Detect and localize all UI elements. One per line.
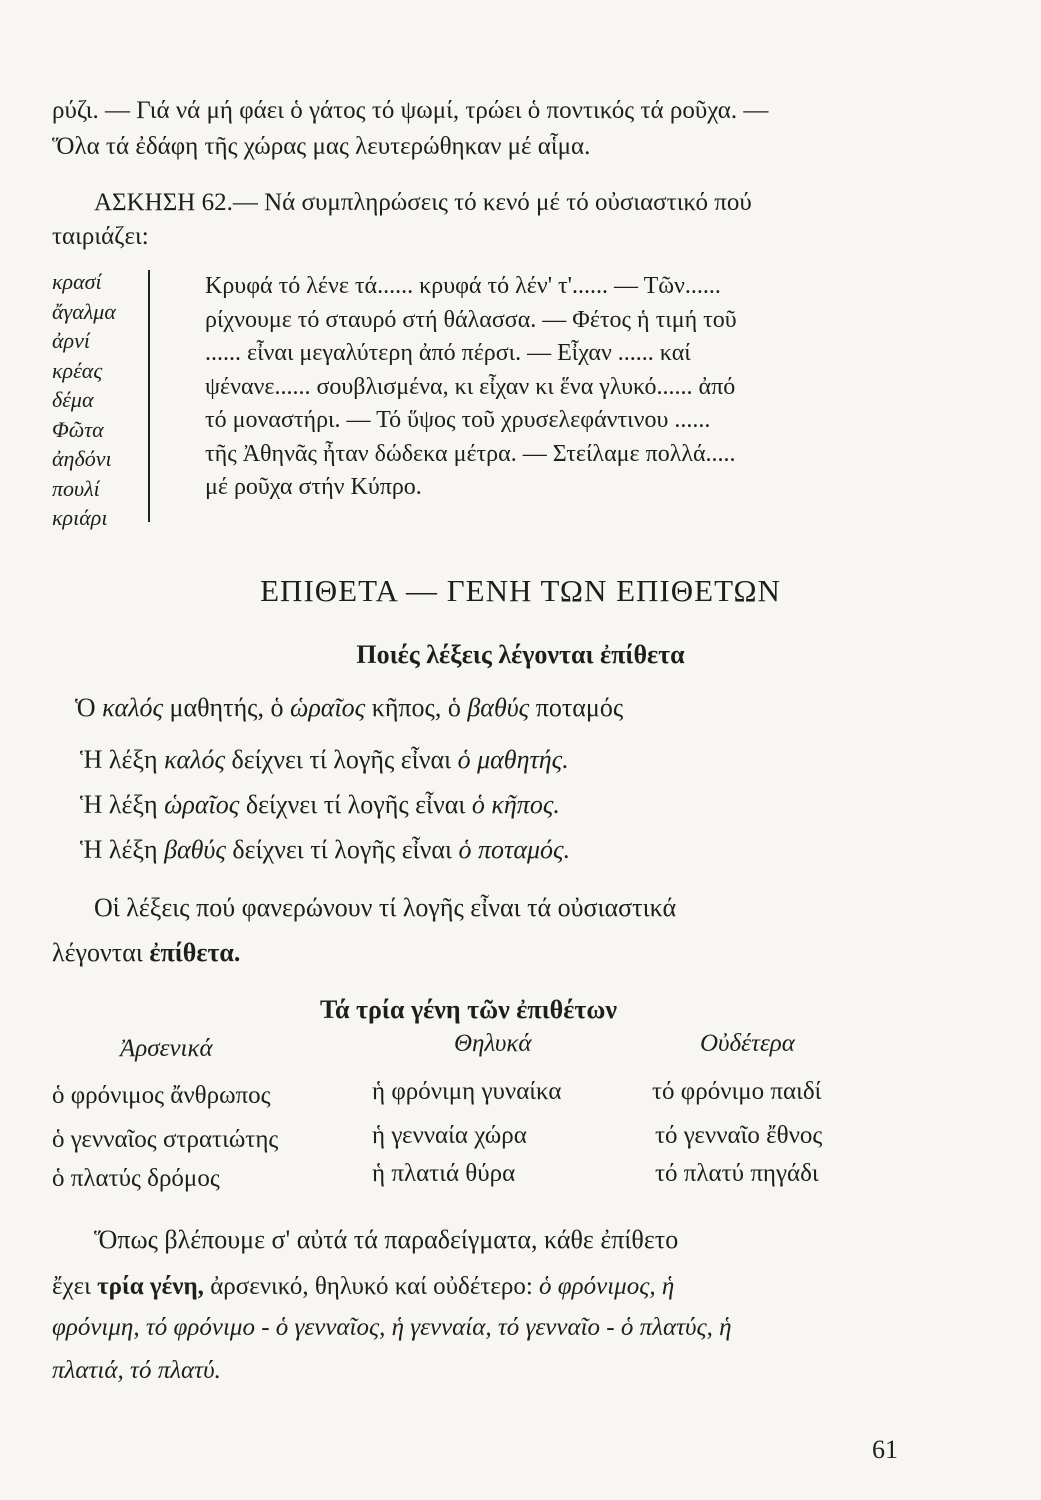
closing-text: ἀρσενικό, θηλυκό καί οὐδέτερο: [203, 1273, 540, 1300]
example-italic: ὡραῖος [164, 790, 240, 819]
exercise-line: ψένανε...... σουβλισμένα, κι εἶχαν κι ἕνα γλυκό...... ἀπό [205, 373, 736, 400]
closing-line-4: πλατιά, τό πλατύ. [52, 1357, 221, 1384]
word-item: ἀηδόνι [52, 446, 112, 471]
continuation-line-2: Ὅλα τά ἐδάφη τῆς χώρας μας λευτερώθηκαν μέ αἷμα. [52, 133, 591, 160]
closing-bold: τρία γένη, [97, 1273, 204, 1300]
header-masculine: Ἀρσενικά [120, 1035, 213, 1062]
example-italic: ὁ μαθητής. [457, 745, 569, 774]
example-text: Ἡ λέξη [80, 745, 165, 774]
exercise-word-list [52, 267, 116, 533]
closing-line-2 [52, 1272, 674, 1302]
example-italic: καλός [102, 693, 164, 722]
exercise-heading [52, 187, 884, 253]
word-item: κρασί [52, 269, 102, 294]
closing-italic: ὁ φρόνιμος, ἡ [539, 1273, 675, 1300]
gender-cell: τό γενναῖο ἔθνος [655, 1122, 823, 1149]
word-item: κριάρι [52, 505, 108, 530]
word-item: δέμα [52, 387, 94, 412]
definition-bold: ἐπίθετα. [149, 938, 241, 967]
word-item: ἀρνί [52, 328, 90, 353]
definition-line-2 [52, 938, 240, 968]
exercise-text [205, 270, 883, 505]
example-text: μαθητής, ὁ [163, 693, 290, 722]
example-italic: καλός [164, 745, 225, 774]
example-line-3 [80, 790, 560, 820]
example-text: δείχνει τί λογῆς εἶναι [225, 745, 458, 774]
header-feminine: Θηλυκά [454, 1030, 532, 1057]
header-neuter: Οὐδέτερα [700, 1030, 795, 1057]
gender-cell: ὁ πλατύς δρόμος [52, 1165, 220, 1192]
example-italic: ὡραῖος [289, 693, 366, 722]
exercise-heading-line-1: ΑΣΚΗΣΗ 62.— Νά συμπληρώσεις τό κενό μέ τό οὐσιαστικό πού [94, 189, 752, 216]
example-text: Ὁ [75, 693, 103, 722]
example-italic: ὁ κῆπος. [471, 790, 560, 819]
continuation-line-1: ρύζι. — Γιά νά μή φάει ὁ γάτος τό ψωμί, τρώει ὁ ποντικός τά ροῦχα. — [52, 97, 769, 124]
word-item: ἄγαλμα [52, 298, 116, 324]
example-text: δείχνει τί λογῆς εἶναι [225, 835, 459, 864]
section-subtitle: Ποιές λέξεις λέγονται ἐπίθετα [356, 640, 685, 669]
gender-cell: τό φρόνιμο παιδί [652, 1078, 822, 1105]
closing-text: ἔχει [52, 1273, 98, 1300]
exercise-line: τό μοναστήρι. — Τό ὕψος τοῦ χρυσελεφάντινου ...... [205, 407, 711, 433]
section-title: ΕΠΙΘΕΤΑ — ΓΕΝΗ ΤΩΝ ΕΠΙΘΕΤΩΝ [260, 573, 781, 608]
closing-line-3: φρόνιμη, τό φρόνιμο - ὁ γενναῖος, ἡ γενναία, τό γενναῖο - ὁ πλατύς, ἡ [52, 1314, 732, 1341]
gender-cell: ὁ φρόνιμος ἄνθρωπος [52, 1082, 271, 1109]
example-line-4 [80, 835, 570, 865]
example-line-2 [80, 745, 569, 775]
exercise-line: Κρυφά τό λένε τά...... κρυφά τό λέν' τ'...... — Τῶν...... [205, 273, 721, 299]
gender-cell: ὁ γενναῖος στρατιώτης [52, 1126, 279, 1153]
gender-cell: ἡ φρόνιμη γυναίκα [372, 1078, 562, 1105]
example-italic: βαθύς [467, 693, 530, 722]
gender-cell: ἡ πλατιά θύρα [372, 1160, 516, 1187]
word-item: Φῶτα [52, 416, 104, 442]
definition-text: λέγονται [52, 938, 150, 967]
genders-subtitle: Τά τρία γένη τῶν ἐπιθέτων [320, 995, 617, 1024]
vertical-divider [148, 270, 150, 522]
example-italic: ὁ ποταμός. [458, 835, 571, 864]
continuation-text [52, 95, 884, 163]
exercise-line: τῆς Ἀθηνᾶς ἦταν δώδεκα μέτρα. — Στείλαμε πολλά..... [205, 440, 736, 467]
example-text: Ἡ λέξη [80, 835, 165, 864]
gender-cell: ἡ γενναία χώρα [372, 1122, 527, 1149]
example-line-1 [75, 693, 623, 723]
example-text: δείχνει τί λογῆς εἶναι [239, 790, 472, 819]
page-number: 61 [872, 1435, 898, 1464]
exercise-line: ...... εἶναι μεγαλύτερη ἀπό πέρσι. — Εἶχαν ...... καί [205, 340, 691, 366]
word-item: πουλί [52, 475, 100, 501]
gender-cell: τό πλατύ πηγάδι [655, 1160, 819, 1187]
example-text: Ἡ λέξη [80, 790, 165, 819]
example-text: κῆπος, ὁ [365, 693, 468, 722]
word-item: κρέας [52, 357, 103, 383]
exercise-line: μέ ροῦχα στήν Κύπρο. [205, 474, 422, 500]
exercise-line: ρίχνουμε τό σταυρό στή θάλασσα. — Φέτος ἡ τιμή τοῦ [205, 306, 737, 333]
exercise-heading-line-2: ταιριάζει: [52, 223, 149, 250]
closing-line-1: Ὅπως βλέπουμε σ' αὐτά τά παραδείγματα, κάθε ἐπίθετο [94, 1225, 679, 1254]
example-text: ποταμός [529, 693, 624, 722]
definition-line-1: Οἱ λέξεις πού φανερώνουν τί λογῆς εἶναι τά οὐσιαστικά [94, 893, 677, 922]
example-italic: βαθύς [164, 835, 226, 864]
